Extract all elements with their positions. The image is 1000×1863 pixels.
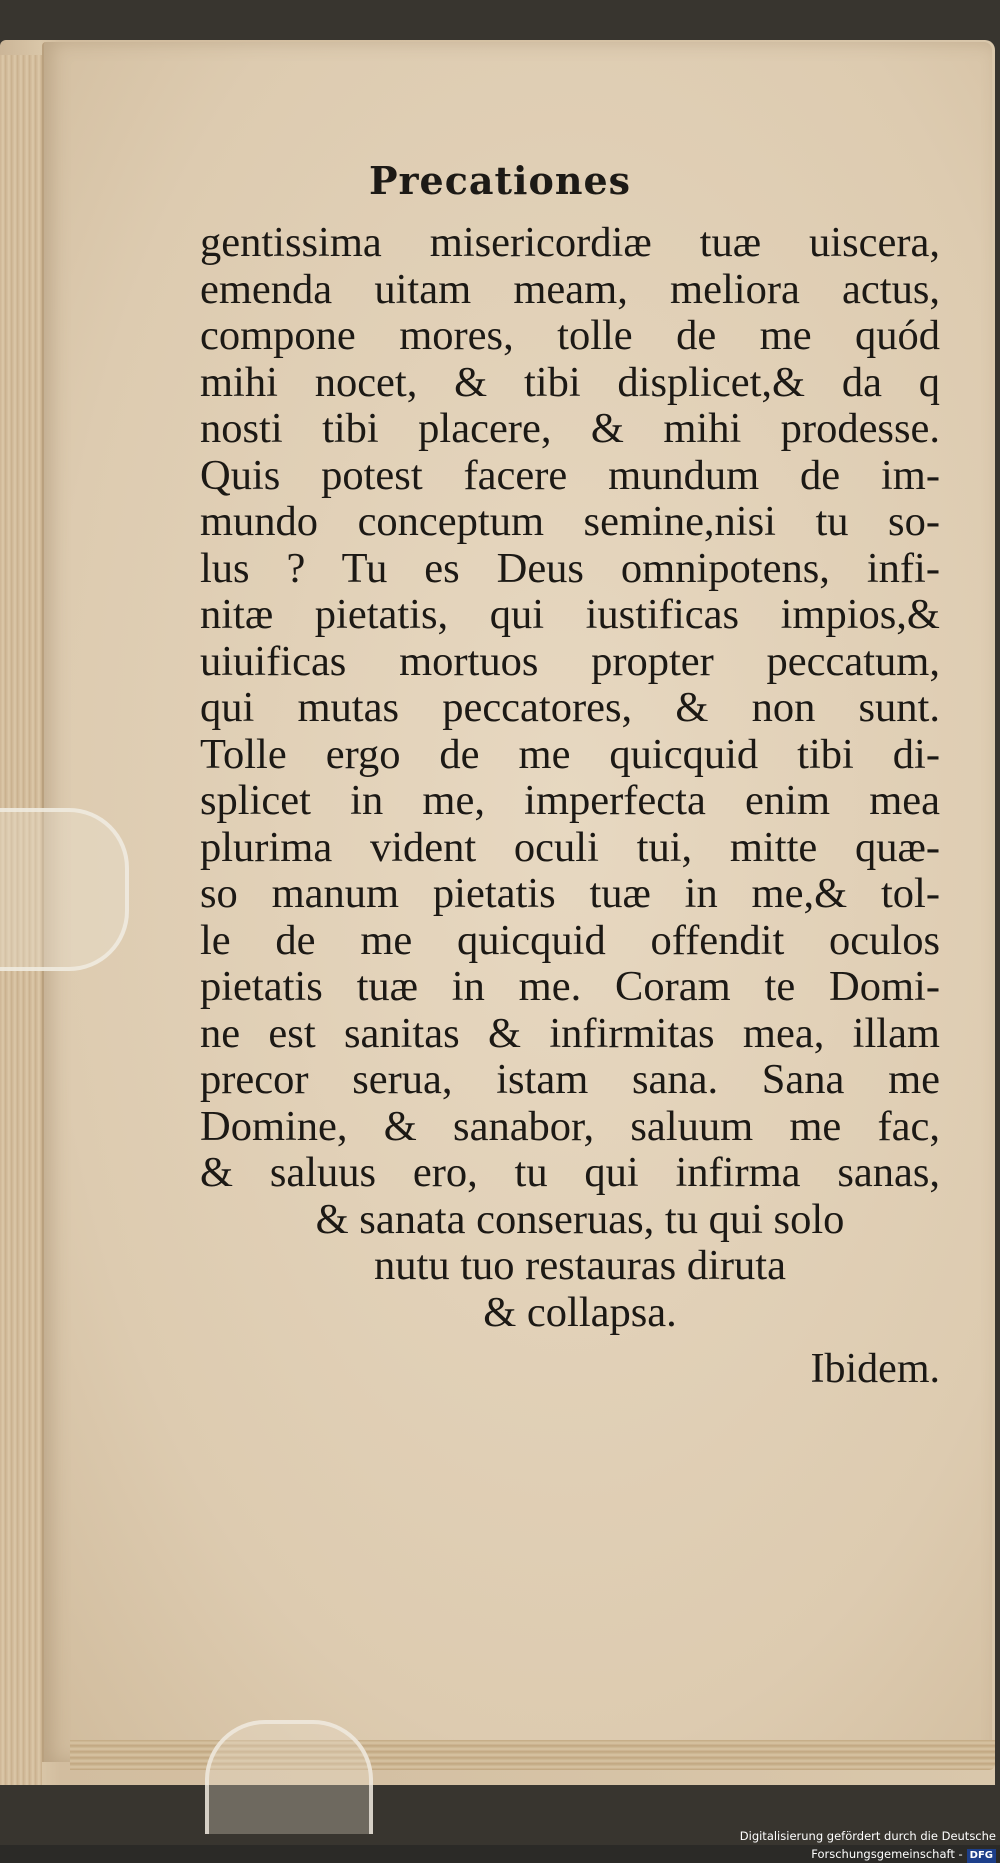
dfg-logo: DFG xyxy=(967,1849,996,1863)
text-line: precor serua, istam sana. Sana me xyxy=(200,1056,940,1103)
text-line: qui mutas peccatores, & non sunt. xyxy=(200,684,940,731)
glass-weight-left xyxy=(0,808,129,971)
text-line: Domine, & sanabor, saluum me fac, xyxy=(200,1102,940,1150)
text-line: pietatis tuæ in me. Coram te Domi- xyxy=(200,963,940,1010)
text-line: splicet in me, imperfecta enim mea xyxy=(200,777,940,824)
text-line: ne est sanitas & infirmitas mea, illam xyxy=(200,1009,940,1057)
body-text xyxy=(200,220,940,1336)
text-line: le de me quicquid offendit oculos xyxy=(200,916,940,964)
text-line: & collapsa. xyxy=(483,1288,677,1336)
text-line: emenda uitam meam, meliora actus, xyxy=(200,265,940,313)
text-line: plurima vident oculi tui, mitte quæ- xyxy=(200,823,940,871)
text-line: uiuificas mortuos propter peccatum, xyxy=(200,637,940,685)
text-line: mundo conceptum semine,nisi tu so- xyxy=(200,498,940,545)
text-line: nosti tibi placere, & mihi prodesse. xyxy=(200,405,940,452)
text-line: Quis potest facere mundum de im- xyxy=(200,451,940,499)
catchword: Ibidem. xyxy=(810,1346,940,1392)
text-line: Tolle ergo de me quicquid tibi di- xyxy=(200,730,940,778)
running-head: Precationes xyxy=(368,158,632,203)
text-line: mihi nocet, & tibi displicet,& da q xyxy=(200,358,940,406)
glass-weight-bottom xyxy=(205,1720,373,1834)
text-line: & saluus ero, tu qui infirma sanas, xyxy=(200,1149,940,1196)
text-line: gentissima misericordiæ tuæ uiscera, xyxy=(200,219,940,266)
text-line: & sanata conseruas, tu qui solo xyxy=(315,1195,845,1243)
text-line: lus ? Tu es Deus omnipotens, infi- xyxy=(200,544,940,592)
digitization-credit xyxy=(598,1827,998,1861)
credit-text: Digitalisierung gefördert durch die Deutsche Forschungsgemeinschaft - xyxy=(739,1829,996,1861)
text-line: so manum pietatis tuæ in me,& tol- xyxy=(200,870,940,917)
text-line: compone mores, tolle de me quód xyxy=(200,312,940,359)
text-line: nutu tuo restauras diruta xyxy=(374,1242,786,1289)
text-line: nitæ pietatis, qui iustificas impios,& xyxy=(200,591,940,638)
